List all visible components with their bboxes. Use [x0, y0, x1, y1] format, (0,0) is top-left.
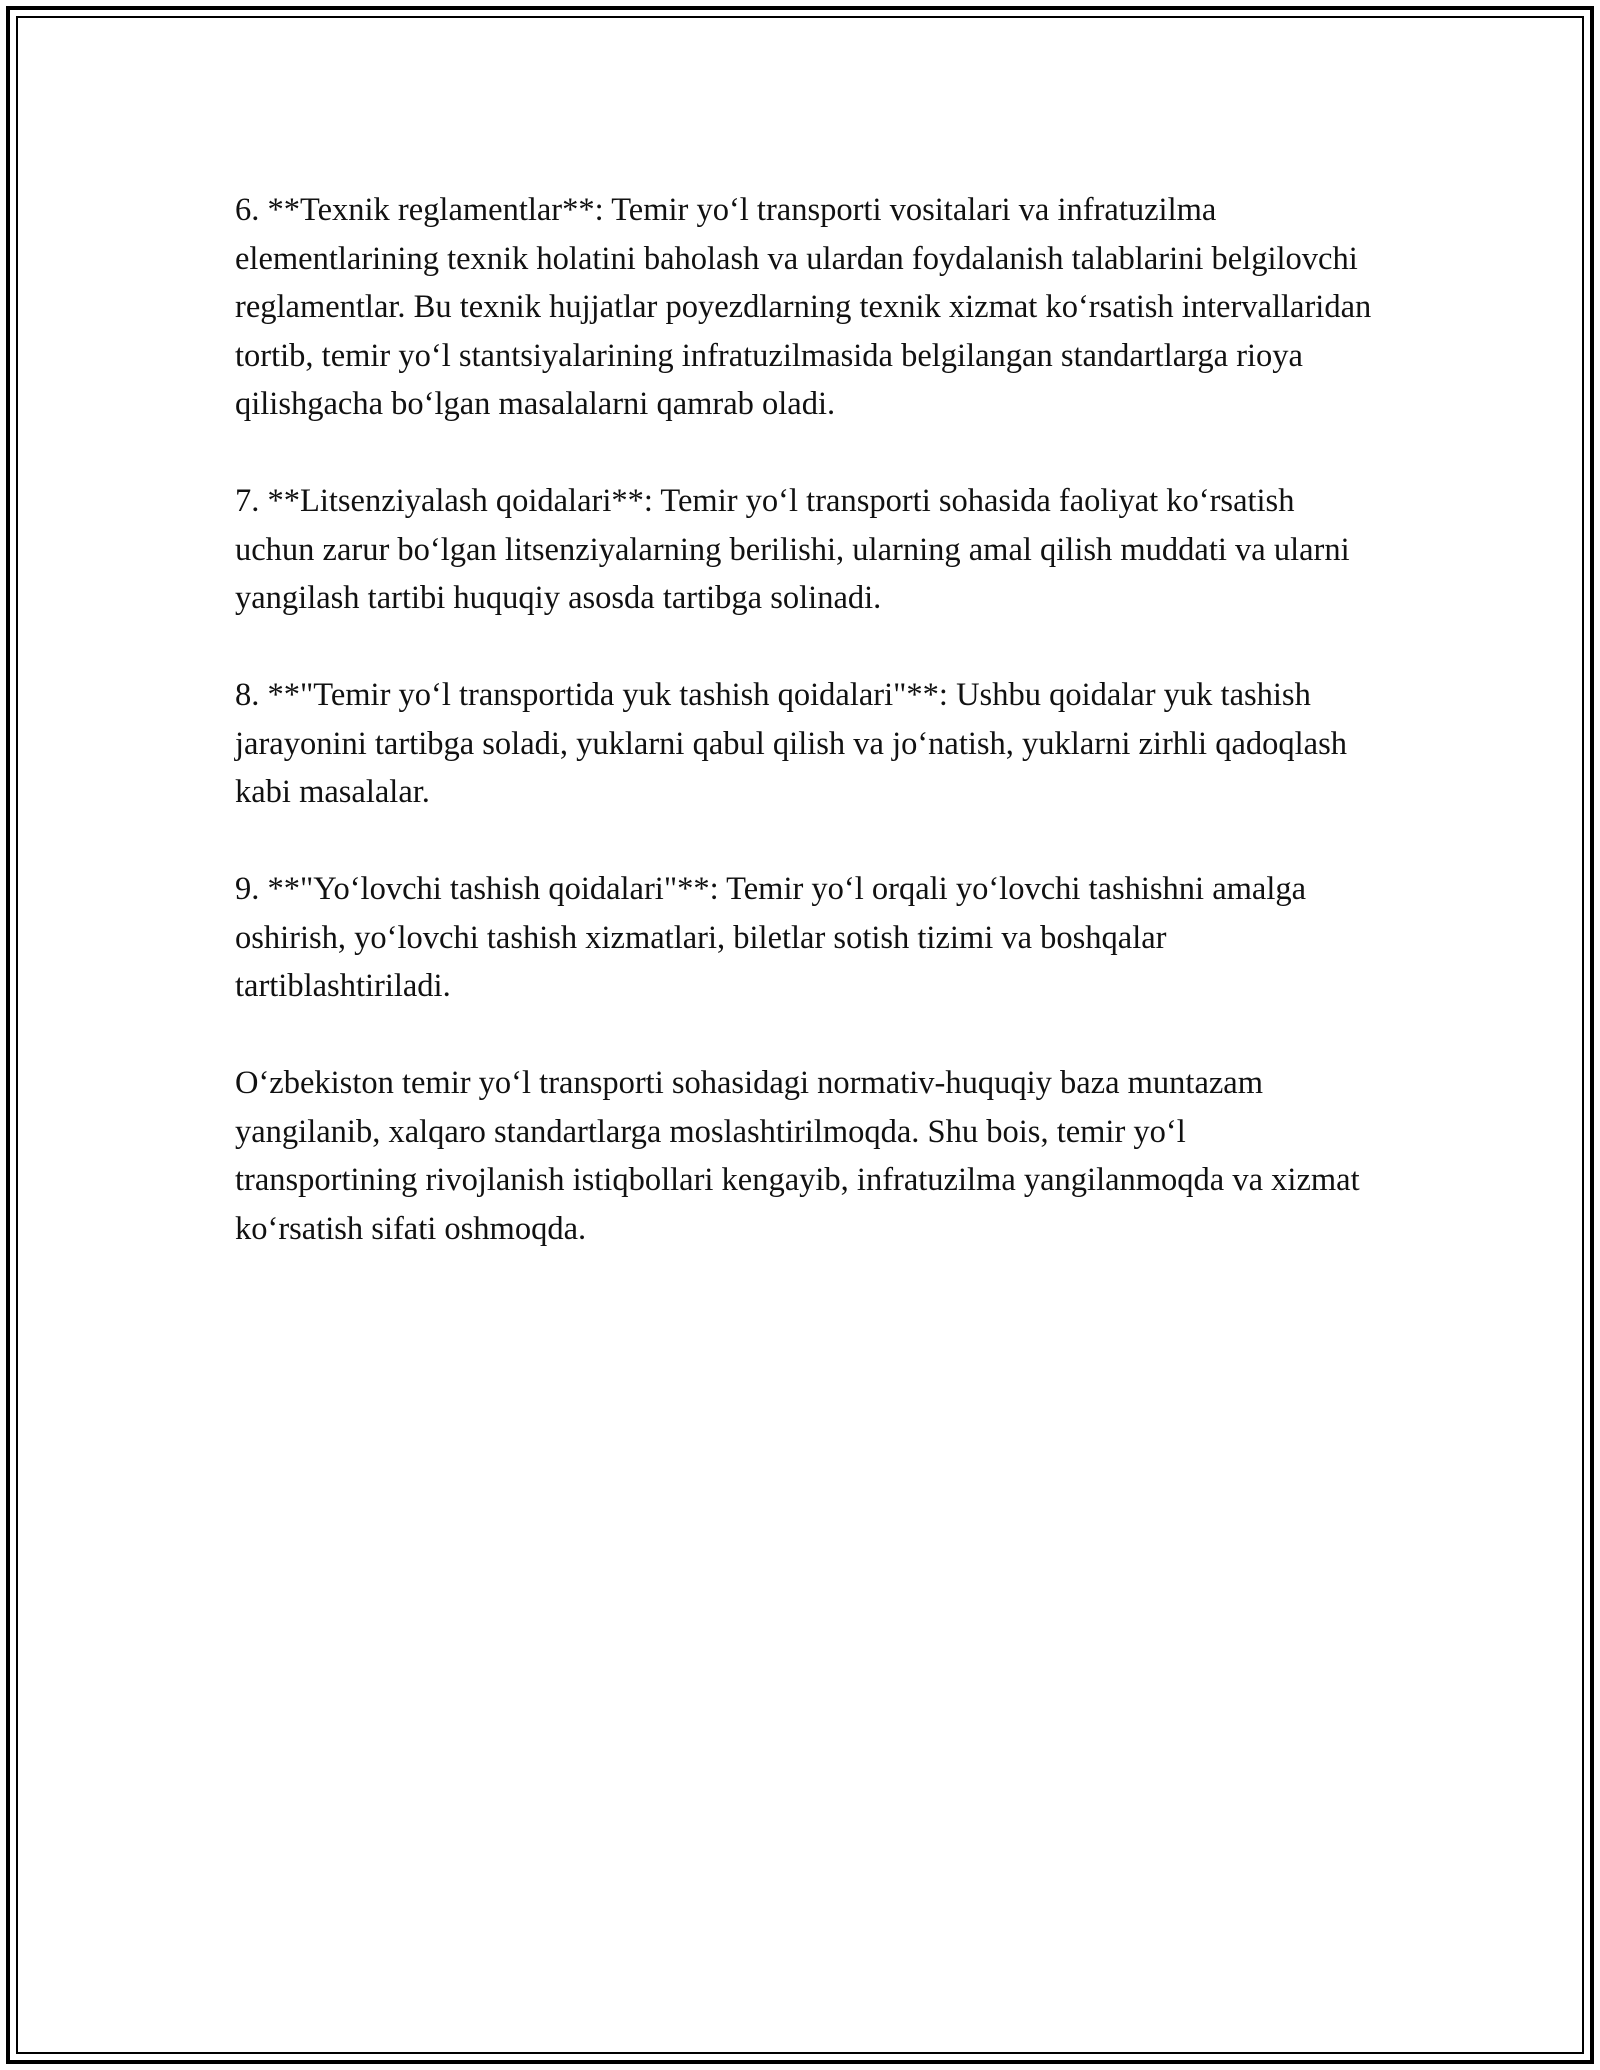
paragraph-licensing-rules: 7. **Litsenziyalash qoidalari**: Temir yo‘l transporti sohasida faoliyat ko‘rsatish uchun zarur bo‘lgan litsenziyalarning berilishi, ularning amal qilish muddati va ularni yangilash tartibi huquqiy asosda tartibga solinadi. — [235, 483, 1350, 616]
paragraph-technical-regulations: 6. **Texnik reglamentlar**: Temir yo‘l transporti vositalari va infratuzilma elementlarining texnik holatini baholash va ulardan foydalanish talablarini belgilovchi reglamentlar. Bu texnik hujjatlar poyezdlarning texnik xizmat ko‘rsatish intervallaridan tortib, temir yo‘l stantsiyalarining infratuzilmasida belgilangan standartlarga rioya qilishgacha bo‘lgan masalalarni qamrab oladi. — [235, 192, 1372, 422]
document-body — [235, 186, 1375, 1302]
paragraph-cargo-rules: 8. **"Temir yo‘l transportida yuk tashish qoidalari"**: Ushbu qoidalar yuk tashish jarayonini tartibga soladi, yuklarni qabul qilish va jo‘natish, yuklarni zirhli qadoqlash kabi masalalar. — [235, 677, 1347, 810]
paragraph-passenger-rules: 9. **"Yo‘lovchi tashish qoidalari"**: Temir yo‘l orqali yo‘lovchi tashishni amalga oshirish, yo‘lovchi tashish xizmatlari, biletlar sotish tizimi va boshqalar tartiblashtiriladi. — [235, 871, 1307, 1004]
paragraph-conclusion: O‘zbekiston temir yo‘l transporti sohasidagi normativ-huquqiy baza muntazam yangilanib, xalqaro standartlarga moslashtirilmoqda. Shu bois, temir yo‘l transportining rivojlanish istiqbollari kengayib, infratuzilma yangilanmoqda va xizmat ko‘rsatish sifati oshmoqda. — [235, 1065, 1360, 1247]
